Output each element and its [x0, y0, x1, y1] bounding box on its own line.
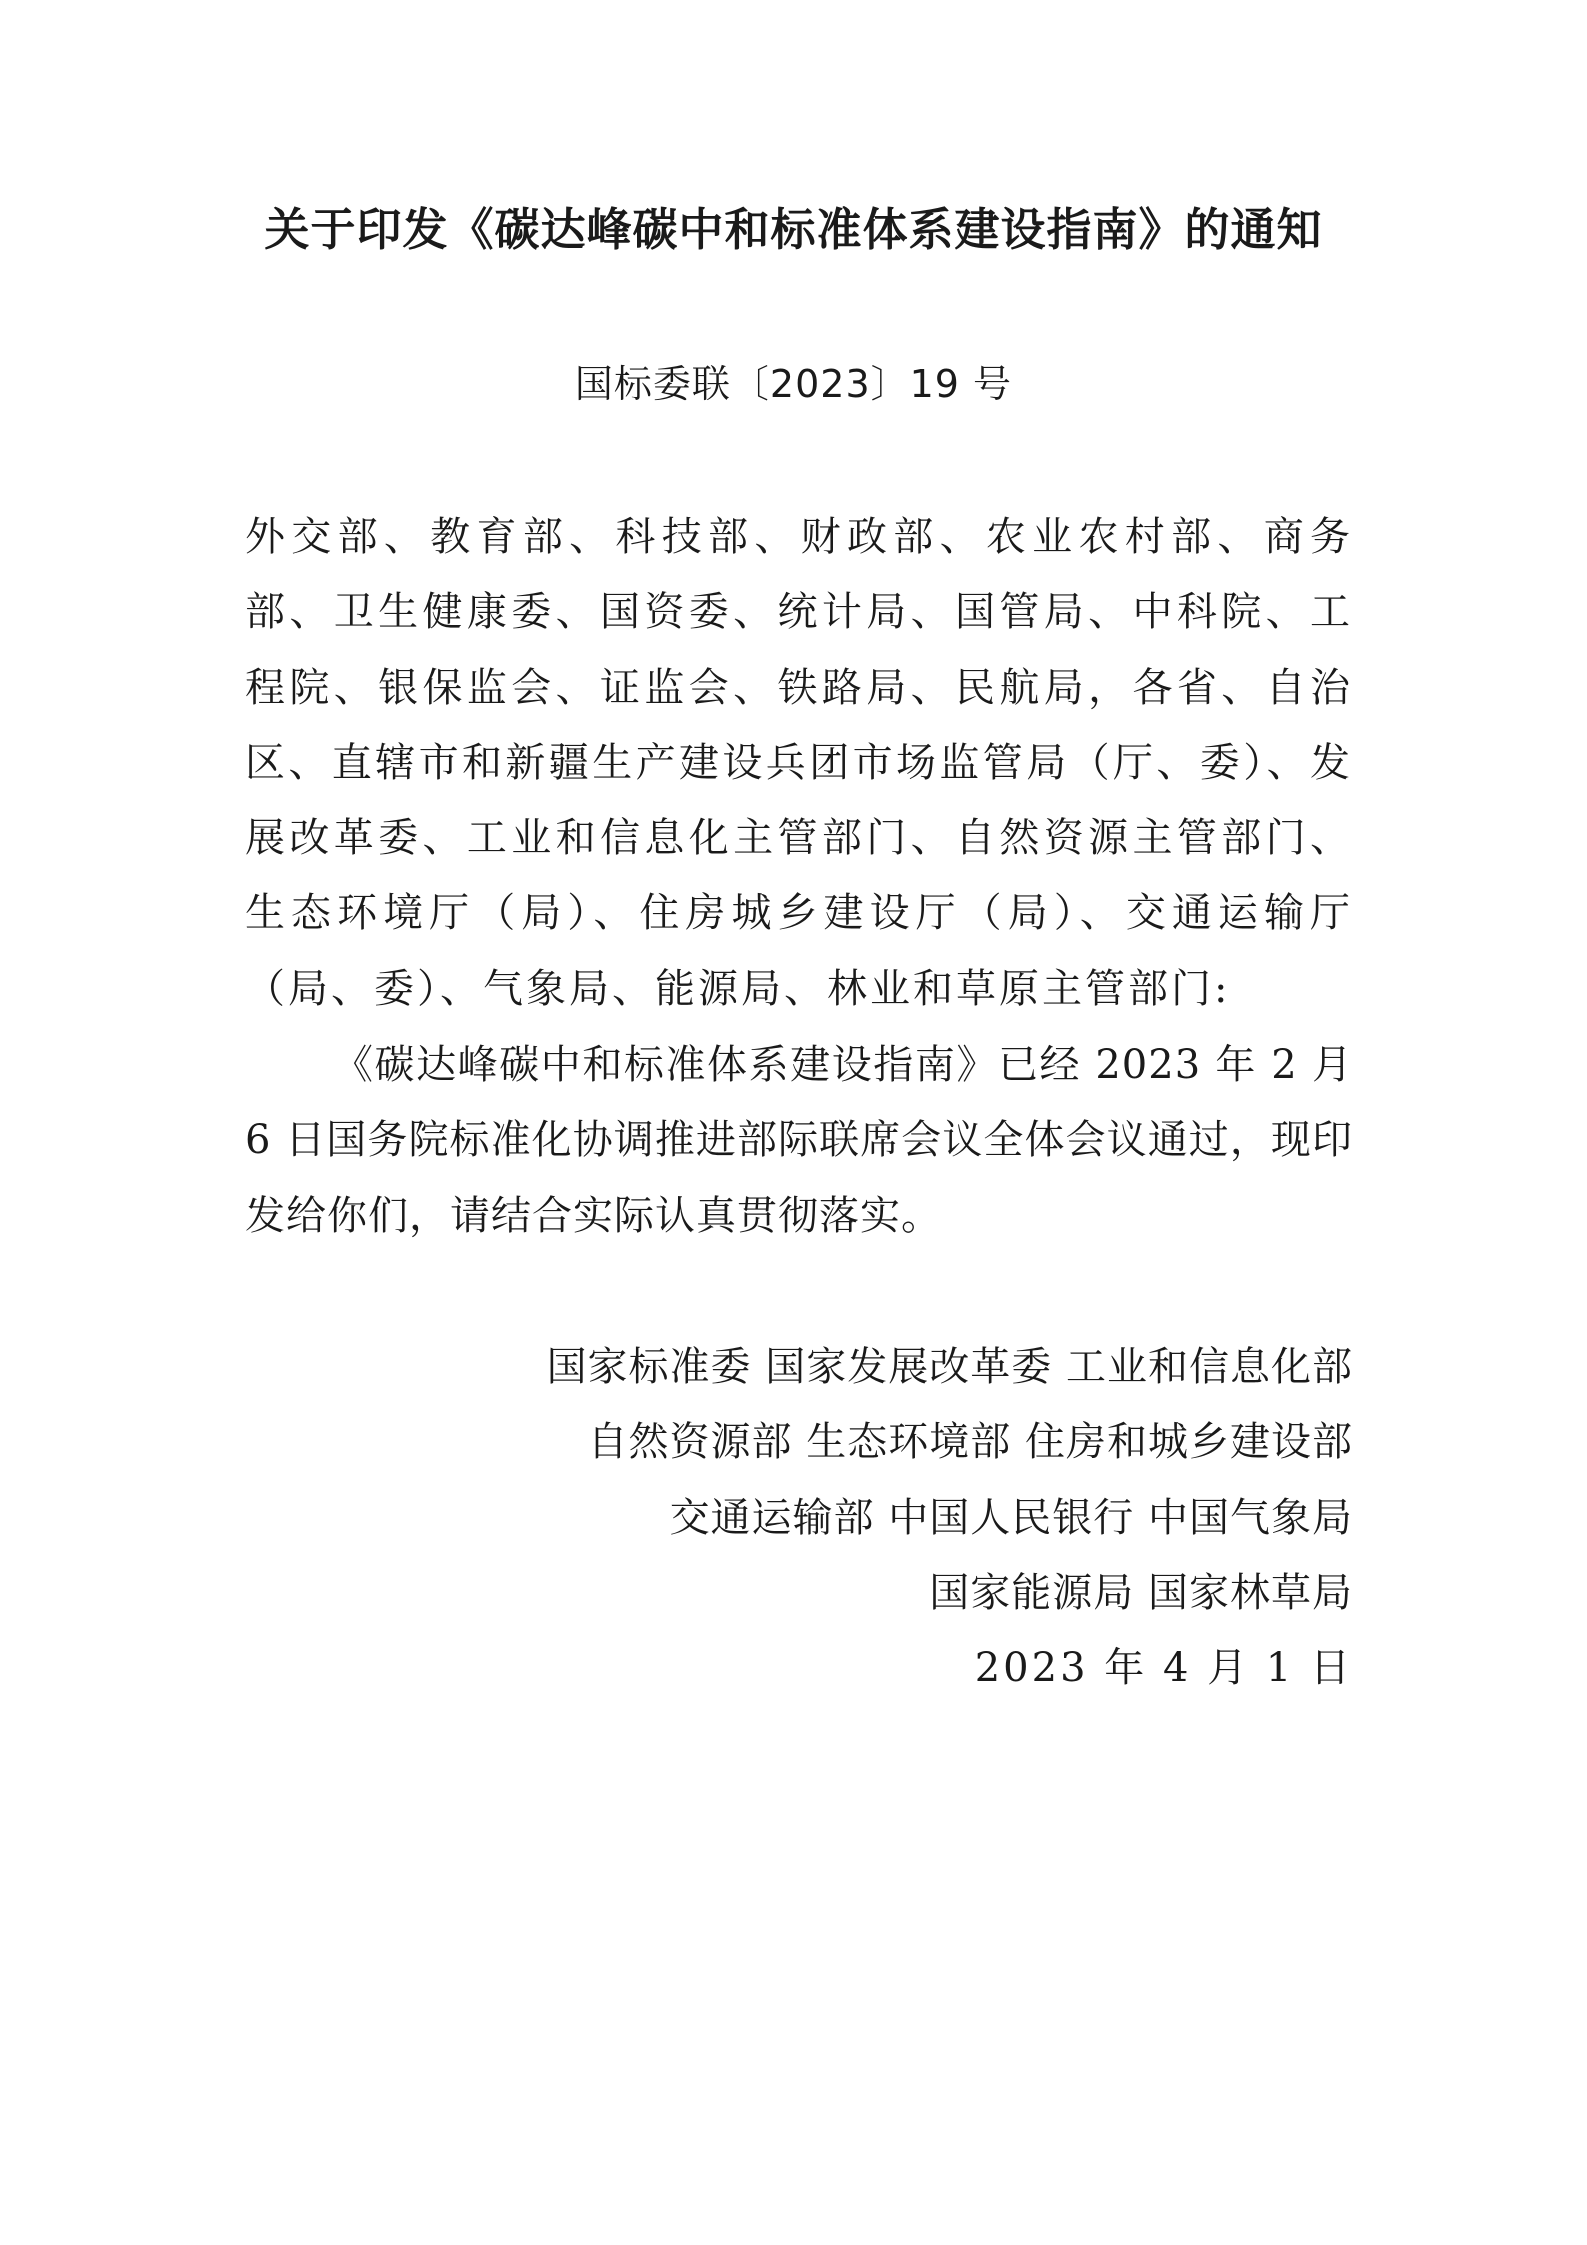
document-title: 关于印发《碳达峰碳中和标准体系建设指南》的通知 [264, 203, 1323, 256]
signatory-line: 国家标准委 国家发展改革委 工业和信息化部 [546, 1344, 1353, 1390]
content-paragraph: 《碳达峰碳中和标准体系建设指南》已经 2023 年 2 月 6 日国务院标准化协调推进部际联席会议全体会议通过，现印发给你们，请结合实际认真贯彻落实。 [245, 1042, 1353, 1239]
signature-block [245, 1330, 1353, 1706]
recipients-paragraph: 外交部、教育部、科技部、财政部、农业农村部、商务部、卫生健康委、国资委、统计局、国管局、中科院、工程院、银保监会、证监会、铁路局、民航局，各省、自治区、直辖市和新疆生产建设兵团市场监管局（厅、委）、发展改革委、工业和信息化主管部门、自然资源主管部门、生态环境厅（局）、住房城乡建设厅（局）、交通运输厅（局、委）、气象局、能源局、林业和草原主管部门: [245, 514, 1353, 1012]
document-number: 国标委联〔2023〕19 号 [574, 362, 1013, 406]
signatory-line: 交通运输部 中国人民银行 中国气象局 [669, 1494, 1353, 1541]
signatory-line: 国家能源局 国家林草局 [929, 1569, 1353, 1616]
signatory-line: 自然资源部 生态环境部 住房和城乡建设部 [587, 1419, 1353, 1466]
issue-date: 2023 年 4 月 1 日 [974, 1645, 1353, 1692]
